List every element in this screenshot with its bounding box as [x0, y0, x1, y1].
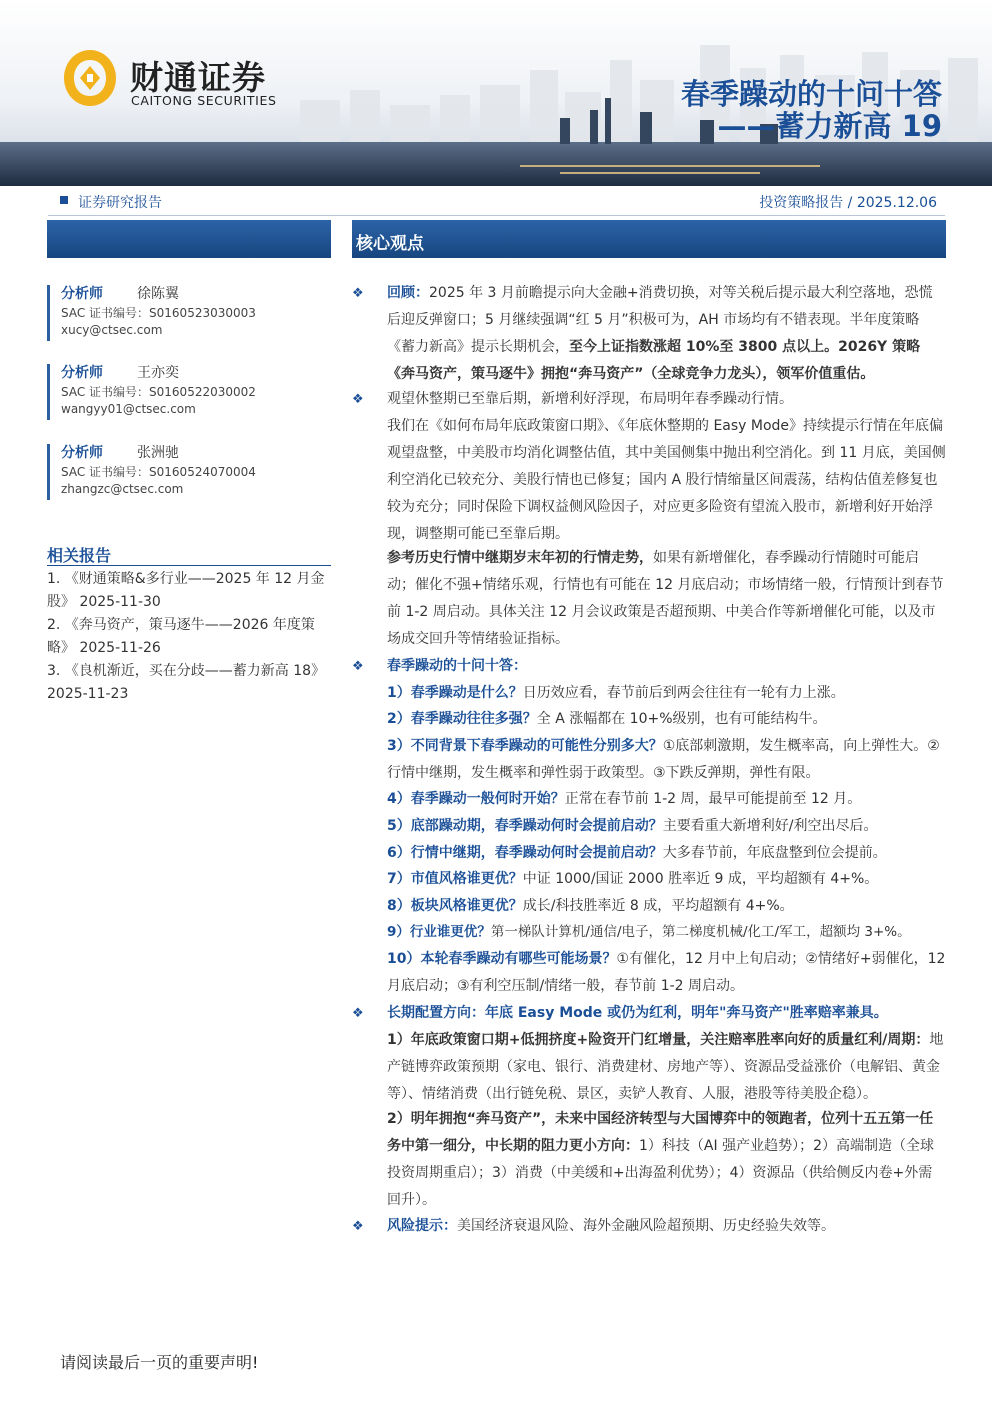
- qa-answer: 成长/科技胜率近 8 成，平均超额有 4+%。: [522, 898, 794, 914]
- review-label: 回顾：: [387, 285, 429, 301]
- analyst-sac-number: SAC 证书编号：S0160522030002: [61, 385, 256, 399]
- section-heading-qa: [387, 653, 946, 680]
- allocation-paragraph-2: [387, 1106, 946, 1214]
- related-report-item[interactable]: 3. 《良机渐近，买在分歧——蓄力新高 18》2025-11-23: [47, 663, 326, 702]
- report-header: [0, 0, 992, 186]
- report-subtitle: ——蓄力新高 19: [717, 109, 942, 143]
- analyst-name: 王亦奕: [137, 365, 179, 381]
- qa-answer: 大多春节前，年底盘整到位会提前。: [662, 845, 887, 861]
- allocation-lead-1: 1）年底政策窗口期+低拥挤度+险资开门红增量，关注赔率胜率向好的质量红利/周期：: [387, 1032, 930, 1048]
- history-paragraph: [387, 545, 946, 653]
- qa-item: [387, 706, 946, 733]
- related-reports-title: 相关报告: [47, 546, 112, 565]
- qa-question: 3）不同背景下春季躁动的可能性分别多大？: [387, 738, 663, 754]
- allocation-heading: 长期配置方向：年底 Easy Mode 或仍为红利，明年"奔马资产"胜率赔率兼具。: [387, 1005, 888, 1021]
- core-view-title: 核心观点: [356, 234, 424, 254]
- diamond-bullet-icon: ❖: [352, 1006, 364, 1021]
- qa-answer: ①有催化，12 月中上旬启动；②情绪好+弱催化，12 月底启动；③有利空压制/情绪一般，春节前 1-2 周启动。: [387, 951, 946, 994]
- footer-disclaimer-note: 请阅读最后一页的重要声明!: [60, 1353, 259, 1372]
- qa-question: 7）市值风格谁更优？: [387, 871, 523, 887]
- qa-item: [387, 919, 946, 946]
- analyst-name: 徐陈翼: [137, 286, 179, 302]
- review-highlight: 至今上证指数涨超 10%至 3800 点以上。2026Y 策略《奔马资产，策马逐牛》拥抱“奔马资产”（全球竞争力龙头），领军价值重估。: [387, 339, 921, 382]
- qa-question: 4）春季躁动一般何时开始？: [387, 791, 565, 807]
- allocation-text-2: 1）科技（AI 强产业趋势）；2）高端制造（全球投资周期重启）；3）消费（中美缓和+出海盈利优势）；4）资源品（供给侧反内卷+外需回升）。: [387, 1138, 934, 1208]
- section-heading-consolidation: 观望休整期已至靠后期，新增利好浮现，布局明年春季躁动行情。: [387, 391, 793, 407]
- qa-answer: 第一梯队计算机/通信/电子，第二梯度机械/化工/军工，超额均 3+%。: [490, 924, 911, 940]
- qa-answer: 中证 1000/国证 2000 胜率近 9 成，平均超额有 4+%。: [522, 871, 879, 887]
- allocation-lead-2: 2）明年拥抱“奔马资产”，未来中国经济转型与大国博弈中的领跑者，位列十五五第一任务中第一细分，中长期的阻力更小方向：: [387, 1111, 934, 1154]
- qa-item: [387, 680, 946, 707]
- qa-item: [387, 866, 946, 893]
- left-column-header-bar: [47, 220, 331, 258]
- risk-label: 风险提示：: [387, 1218, 457, 1234]
- qa-question: 5）底部躁动期，春季躁动何时会提前启动？: [387, 818, 663, 834]
- report-title: 春季躁动的十问十答: [680, 77, 942, 111]
- analyst-role: 分析师: [61, 286, 103, 302]
- history-text: 如果有新增催化，春季躁动行情随时可能启动；催化不强+情绪乐观，行情也有可能在 12 月底启动；市场情绪一般，行情预计到春节前 1-2 周启动。具体关注 12 月会议政策是否超预期、中美合作等新增催化可能，以及市场成交回升等情绪验证指标。: [387, 550, 944, 647]
- qa-answer: 正常在春节前 1-2 周，最早可能提前至 12 月。: [564, 791, 862, 807]
- qa-answer: ①底部刺激期，发生概率高，向上弹性大。②行情中继期，发生概率和弹性弱于政策型。③下跌反弹期，弹性有限。: [387, 738, 940, 781]
- risk-paragraph: [387, 1213, 946, 1240]
- analyst-sac-number: SAC 证书编号：S0160523030003: [61, 306, 256, 320]
- analyst-sac-number: SAC 证书编号：S0160524070004: [61, 465, 256, 479]
- risk-text: 美国经济衰退风险、海外金融风险超预期、历史经验失效等。: [457, 1218, 835, 1234]
- qa-question: 8）板块风格谁更优？: [387, 898, 523, 914]
- qa-item: [387, 813, 946, 840]
- qa-item: [387, 946, 946, 1000]
- review-paragraph: [387, 280, 946, 388]
- analyst-email[interactable]: xucy@ctsec.com: [61, 323, 163, 337]
- brand-name-en: CAITONG SECURITIES: [131, 93, 277, 108]
- review-text: 2025 年 3 月前瞻提示向大金融+消费切换，对等关税后提示最大利空落地，恐慌后迎反弹窗口；5 月继续强调“红 5 月”积极可为，AH 市场均有不错表现。半年度策略《蓄力新高》提示长期机会，: [387, 285, 933, 355]
- diamond-bullet-icon: ❖: [352, 659, 364, 674]
- section-heading-allocation: [387, 1000, 946, 1027]
- qa-heading: 春季躁动的十问十答：: [387, 658, 527, 674]
- analyst-email[interactable]: zhangzc@ctsec.com: [61, 482, 184, 496]
- diamond-bullet-icon: ❖: [352, 286, 364, 301]
- qa-answer: 主要看重大新增利好/利空出尽后。: [662, 818, 878, 834]
- qa-question: 6）行情中继期，春季躁动何时会提前启动？: [387, 845, 663, 861]
- core-view-header-bar: [352, 220, 946, 258]
- report-category-date: 投资策略报告 / 2025.12.06: [759, 195, 937, 211]
- qa-item: [387, 893, 946, 920]
- analyst-role: 分析师: [61, 445, 103, 461]
- qa-item: [387, 786, 946, 813]
- analyst-role: 分析师: [61, 365, 103, 381]
- qa-question: 10）本轮春季躁动有哪些可能场景？: [387, 951, 617, 967]
- analyst-accent-bar: [47, 285, 50, 341]
- qa-answer: 日历效应看，春节前后到两会往往有一轮有力上涨。: [522, 685, 845, 701]
- caitong-logo-icon: [62, 48, 118, 108]
- diamond-bullet-icon: ❖: [352, 1219, 364, 1234]
- consolidation-paragraph: 我们在《如何布局年底政策窗口期》、《年底休整期的 Easy Mode》持续提示行情在年底偏观望盘整，中美股市均消化调整估值，其中美国侧集中抛出利空消化。到 11 月底，美国侧利空消化已较充分、美股行情也已修复；国内 A 股行情缩量区间震荡，结构估值差修复也较为充分；同时保险下调权益侧风险因子，对应更多险资有望流入股市，新增利好开始浮现，调整期可能已至靠后期。: [387, 418, 946, 542]
- qa-item: [387, 733, 946, 787]
- related-reports-divider: [47, 565, 331, 566]
- square-bullet-icon: [60, 196, 68, 204]
- analyst-name: 张洲驰: [137, 445, 179, 461]
- qa-question: 2）春季躁动往往多强？: [387, 711, 537, 727]
- qa-question: 9）行业谁更优？: [387, 924, 491, 940]
- diamond-bullet-icon: ❖: [352, 392, 364, 407]
- related-report-item[interactable]: 2. 《奔马资产，策马逐牛——2026 年度策略》 2025-11-26: [47, 617, 315, 656]
- allocation-paragraph-1: [387, 1027, 946, 1108]
- history-lead: 参考历史行情中继期岁末年初的行情走势，: [387, 550, 653, 566]
- allocation-text-1: 地产链博弈政策预期（家电、银行、消费建材、房地产等）、资源品受益涨价（电解铝、黄金等）、情绪消费（出行链免税、景区，卖铲人教育、人服，港股等待美股企稳）。: [387, 1032, 944, 1102]
- qa-answer: 全 A 涨幅都在 10+%级别，也有可能结构牛。: [536, 711, 827, 727]
- qa-question: 1）春季躁动是什么？: [387, 685, 523, 701]
- brand-name-cn: 财通证券: [130, 58, 266, 97]
- analyst-email[interactable]: wangyy01@ctsec.com: [61, 402, 196, 416]
- analyst-accent-bar: [47, 364, 50, 420]
- related-report-item[interactable]: 1. 《财通策略&多行业——2025 年 12 月金股》 2025-11-30: [47, 571, 325, 610]
- report-type-label: 证券研究报告: [78, 195, 162, 211]
- qa-item: [387, 840, 946, 867]
- analyst-accent-bar: [47, 444, 50, 500]
